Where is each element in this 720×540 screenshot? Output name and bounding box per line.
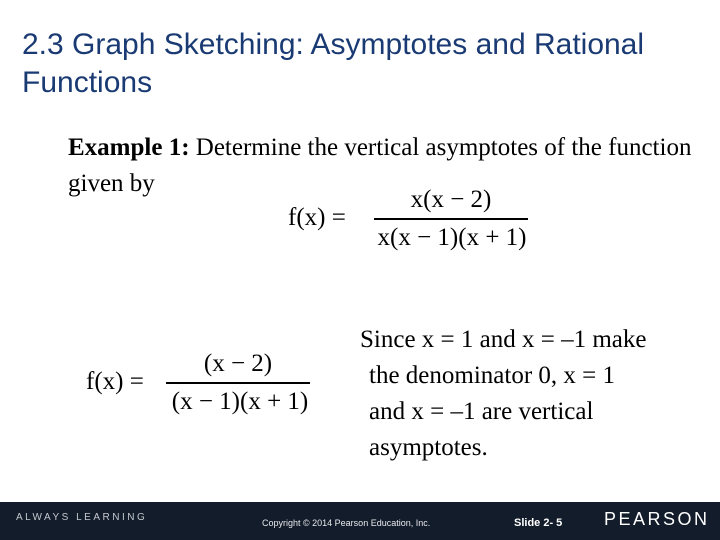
tagline: ALWAYS LEARNING	[16, 512, 148, 523]
formula-original-lhs: f(x) =	[288, 204, 346, 231]
formula-simplified-lhs: f(x) =	[86, 368, 144, 395]
formula-simplified-numerator: (x − 2)	[203, 350, 273, 377]
explanation-text	[360, 322, 690, 466]
fraction-bar	[166, 382, 310, 384]
formula-simplified	[86, 348, 326, 428]
example-text: Determine the vertical asymptotes of the function given by	[68, 134, 692, 197]
fraction-bar	[374, 218, 528, 220]
example-label: Example 1:	[68, 134, 190, 161]
formula-original	[288, 184, 548, 264]
footer-bar	[0, 502, 720, 540]
formula-original-numerator: x(x − 2)	[410, 186, 492, 213]
explanation-line: Since x = 1 and x = –1 make	[360, 326, 647, 353]
formula-original-denominator: x(x − 1)(x + 1)	[377, 224, 527, 251]
explanation-line: the denominator 0, x = 1	[369, 362, 615, 389]
explanation-line: and x = –1 are vertical	[369, 398, 594, 425]
slide-title: 2.3 Graph Sketching: Asymptotes and Rational Functions	[22, 28, 645, 99]
copyright-notice: Copyright © 2014 Pearson Education, Inc.	[262, 518, 431, 528]
pearson-logo: PEARSON	[604, 509, 710, 529]
formula-simplified-denominator: (x − 1)(x + 1)	[171, 388, 309, 415]
slide-number: Slide 2- 5	[514, 517, 563, 529]
explanation-line: asymptotes.	[369, 434, 488, 461]
